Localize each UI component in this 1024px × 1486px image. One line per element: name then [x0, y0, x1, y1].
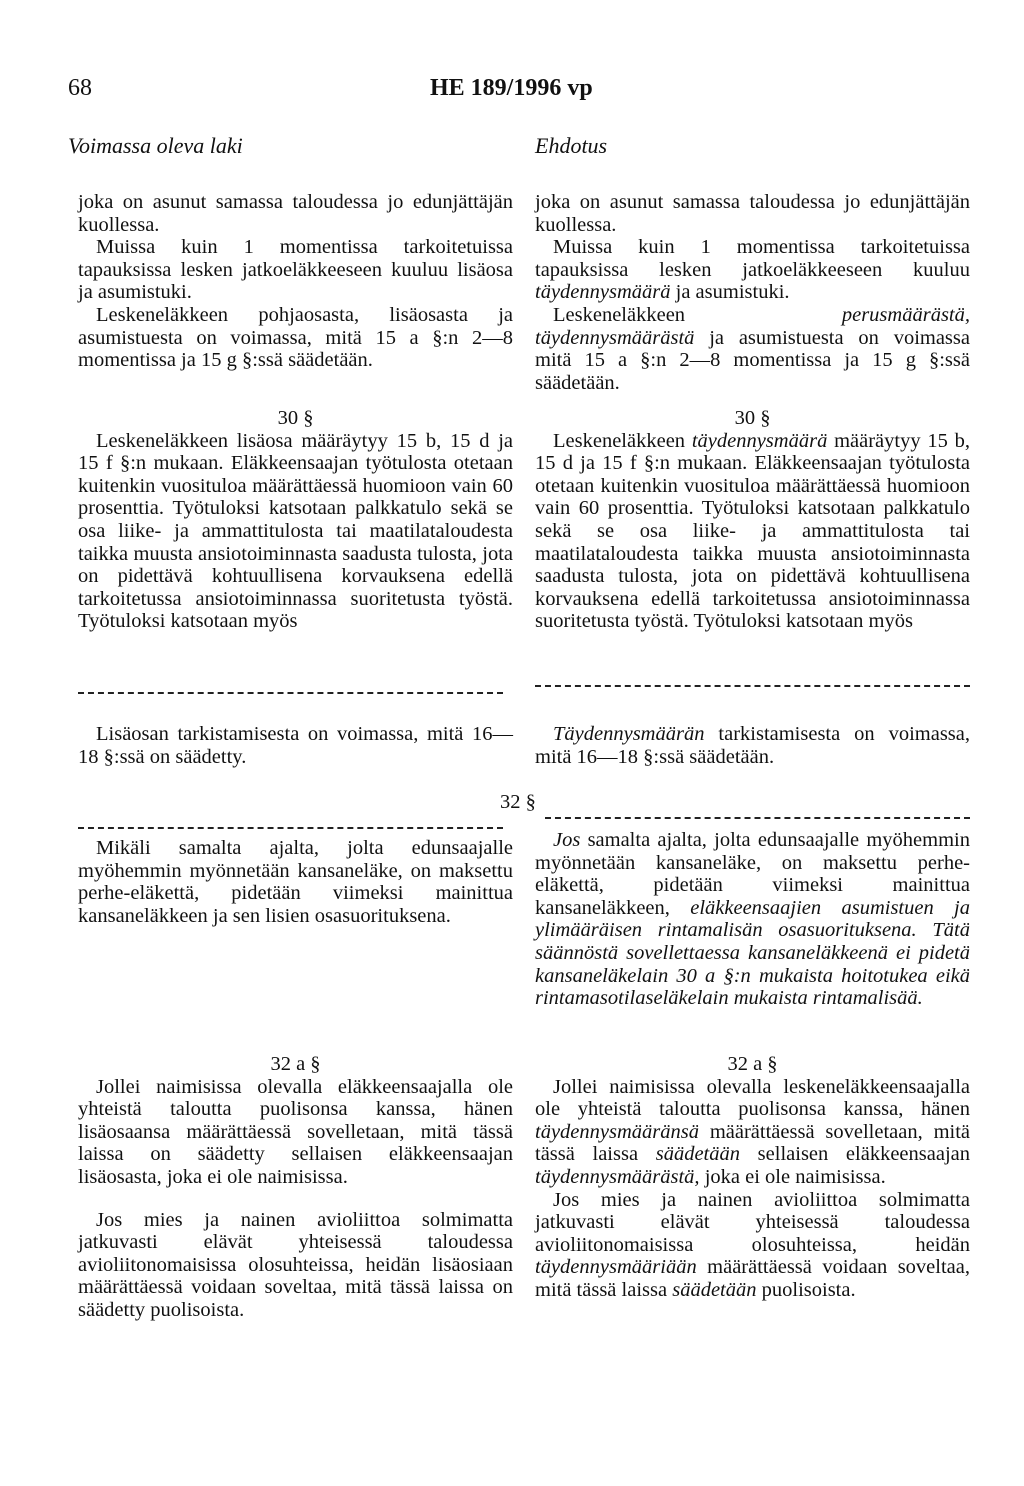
right-section-32	[535, 829, 970, 1010]
omission-dashes	[78, 692, 503, 694]
left-section-32	[78, 837, 513, 927]
right-paragraph: Leskeneläkkeen perusmäärästä, täydennysmäärästä ja asumistuesta on voimassa mitä 15 a §:n 2—8 momentissa ja 15 g §:ssä säädetään.	[535, 303, 970, 394]
left-paragraph: Jollei naimisissa olevalla eläkkeensaajalla ole yhteistä taloutta puolisonsa kanssa, hänen lisäosaansa määrättäessä sovelletaan, mitä tässä laissa on säädetty sellaisen eläkkeensaajan lisäosasta, joka ei ole naimisissa.	[78, 1075, 513, 1188]
right-paragraph: Jos samalta ajalta, jolta edunsaajalle myöhemmin myönnetään kansaneläke, on maksettu perhe-eläkettä, pidetään viimeksi mainittua kansaneläkkeen, eläkkeensaajien asumistuen ja ylimääräisen rintamalisän osasuorituksena. Tätä säännöstä sovellettaessa kansaneläkkeenä ei pidetä kansaneläkelain 30 a §:n mukaista hoitotukea eikä rintamasotilaseläkelain mukaista rintamalisää.	[535, 829, 970, 1010]
left-intro-block	[78, 191, 513, 372]
left-paragraph: Leskeneläkkeen lisäosa määräytyy 15 b, 15 d ja 15 f §:n mukaan. Eläkkeensaajan työtulosta otetaan kuitenkin vuosituloa määrättäessä huomioon vain 60 prosenttia. Työtuloksi katsotaan palkkatulo sekä se osa liike- ja ammattitulosta tai maatilataloudesta taikka muusta ansiotoiminnasta saadusta tulosta, jota on pidettävä kohtuullisena korvauksena edellä tarkoitetussa ansiotoiminnassa suoritetusta työstä. Työtuloksi katsotaan myös	[78, 429, 513, 633]
omission-dashes	[78, 827, 503, 829]
left-section-30-moment	[78, 723, 513, 768]
right-paragraph: joka on asunut samassa taloudessa jo edunjättäjän kuollessa.	[535, 191, 970, 236]
section-heading: 30 §	[277, 407, 314, 429]
left-section-30	[78, 407, 513, 633]
left-paragraph: Lisäosan tarkistamisesta on voimassa, mitä 16—18 §:ssä on säädetty.	[78, 723, 513, 768]
right-paragraph: Jollei naimisissa olevalla leskeneläkkeensaajalla ole yhteistä taloutta puolisonsa kanssa, hänen täydennysmääränsä määrättäessä sovelletaan, mitä tässä laissa säädetään sellaisen eläkkeensaajan täydennysmäärästä, joka ei ole naimisissa.	[535, 1075, 970, 1188]
right-column-title: Ehdotus	[535, 133, 608, 158]
right-section-30-moment	[535, 723, 970, 768]
right-paragraph: Täydennysmäärän tarkistamisesta on voimassa, mitä 16—18 §:ssä säädetään.	[535, 723, 970, 768]
left-paragraph: joka on asunut samassa taloudessa jo edunjättäjän kuollessa.	[78, 191, 513, 236]
omission-dashes	[545, 817, 970, 819]
section-heading: 32 a §	[270, 1053, 321, 1075]
left-paragraph: Jos mies ja nainen avioliittoa solmimatta jatkuvasti elävät yhteisessä taloudessa avioliitonomaisissa olosuhteissa, heidän lisäosiaan määrättäessä voidaan soveltaa, mitä tässä laissa on säädetty puolisoista.	[78, 1208, 513, 1321]
right-section-32a	[535, 1053, 970, 1302]
section-heading: 32 a §	[727, 1053, 778, 1075]
page-number: 68	[68, 75, 92, 101]
right-intro-block	[535, 191, 970, 394]
left-paragraph: Mikäli samalta ajalta, jolta edunsaajalle myöhemmin myönnetään kansaneläke, on maksettu perhe-eläkettä, pidetään viimeksi mainittua kansaneläkkeen ja sen lisien osasuorituksena.	[78, 837, 513, 927]
left-paragraph: Leskeneläkkeen pohjaosasta, lisäosasta ja asumistuesta on voimassa, mitä 15 a §:n 2—8 momentissa ja 15 g §:ssä säädetään.	[78, 303, 513, 372]
left-paragraph: Muissa kuin 1 momentissa tarkoitetuissa tapauksissa lesken jatkoeläkkeeseen kuuluu lisäosa ja asumistuki.	[78, 236, 513, 304]
right-paragraph: Jos mies ja nainen avioliittoa solmimatta jatkuvasti elävät yhteisessä taloudessa avioliitonomaisissa olosuhteissa, heidän täydennysmääriään määrättäessä voidaan soveltaa, mitä tässä laissa säädetään puolisoista.	[535, 1188, 970, 1301]
left-column-title: Voimassa oleva laki	[68, 133, 243, 158]
right-paragraph: Leskeneläkkeen täydennysmäärä määräytyy 15 b, 15 d ja 15 f §:n mukaan. Eläkkeensaajan työtulosta otetaan kuitenkin vuosituloa määrättäessä huomioon vain 60 prosenttia. Työtuloksi katsotaan palkkatulo sekä se osa liike- ja ammattitulosta tai maatilataloudesta taikka muusta ansiotoiminnasta saadusta tulosta, jota on pidettävä kohtuullisena korvauksena edellä tarkoitetussa ansiotoiminnassa suoritetusta työstä. Työtuloksi katsotaan myös	[535, 429, 971, 633]
section-32-heading: 32 §	[500, 791, 536, 813]
left-section-32a	[78, 1053, 513, 1322]
document-id: HE 189/1996 vp	[430, 75, 593, 101]
right-section-30	[535, 407, 970, 633]
omission-dashes	[535, 685, 970, 687]
section-heading: 30 §	[734, 407, 771, 429]
right-paragraph: Muissa kuin 1 momentissa tarkoitetuissa tapauksissa lesken jatkoeläkkeeseen kuuluu täydennysmäärä ja asumistuki.	[535, 236, 970, 304]
